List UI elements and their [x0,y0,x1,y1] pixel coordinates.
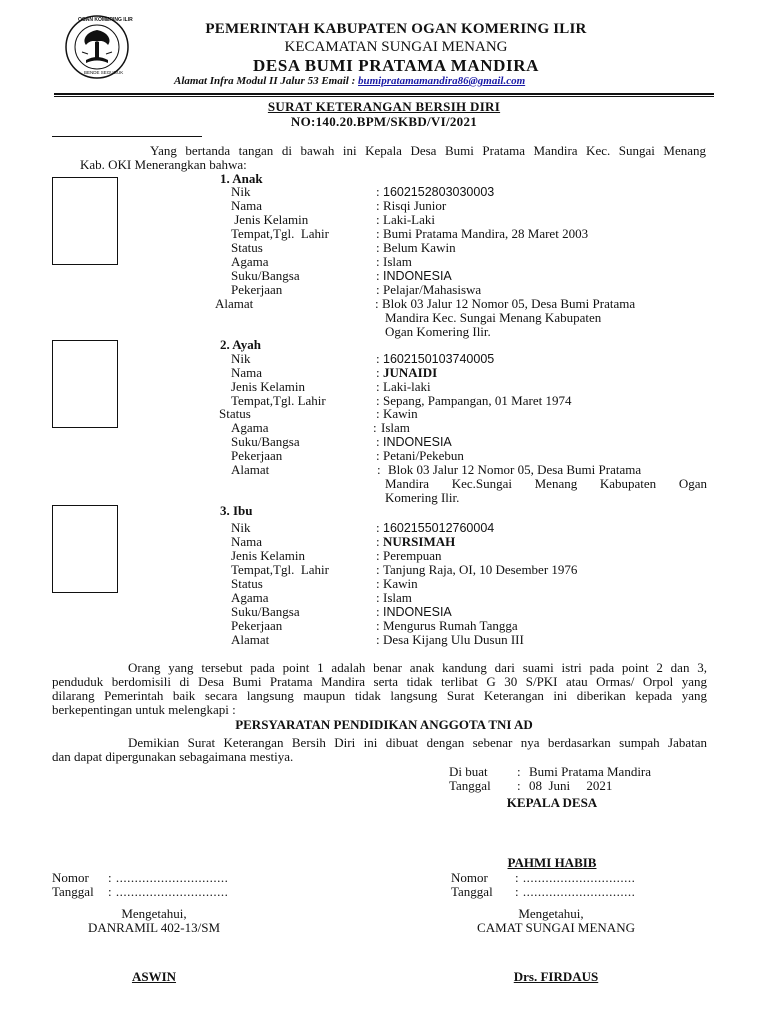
left-nomor-row [52,871,262,885]
ibu-value: Islam [383,590,412,605]
left-office: DANRAMIL 402-13/SM [87,920,221,935]
ayah-jk-label: Jenis Kelamin [231,379,306,394]
ayah-agama-value: Islam [381,420,410,435]
purpose-heading: PERSYARATAN PENDIDIKAN ANGGOTA TNI AD [235,717,533,732]
ibu-row [231,535,711,549]
photo-box-anak [52,177,118,265]
ayah-status-label: Status [219,406,251,421]
right-tanggal-value: : .............................. [515,884,636,899]
body-p1-line-3: dilarang Pemerintah baik secara langsung maupun tidak langsung Surat Keterangan ini diberikan kepada yang [52,688,707,703]
ibu-row [231,591,711,605]
left-signatory-name: ASWIN [131,969,177,984]
ayah-nama-label: Nama [231,365,263,380]
right-office: CAMAT SUNGAI MENANG [477,920,635,935]
anak-row [231,213,711,227]
intro-line-1: Yang bertanda tangan di bawah ini Kepala Desa Bumi Pratama Mandira Kec. Sungai Menang [150,143,706,158]
ibu-value: INDONESIA [383,605,452,619]
photo-box-ibu [52,505,118,593]
ayah-suku-row [231,435,711,449]
ayah-nik-label: Nik [231,351,251,366]
ayah-suku-colon: : [376,434,380,449]
ibu-label: Agama [231,590,269,605]
signature-name: PAHMI HABIB [507,855,597,870]
tanggal-row [449,779,623,793]
ibu-label: Nama [231,534,263,549]
right-mengetahui: Mengetahui, [518,906,584,921]
email-link[interactable]: bumipratamamandira86@gmail.com [358,75,526,87]
ayah-nik-row [231,352,711,366]
header-address [174,74,525,88]
ibu-label: Jenis Kelamin [231,548,306,563]
ibu-value: Desa Kijang Ulu Dusun III [383,632,524,647]
anak-alamat-row [215,297,715,311]
header-line-2: KECAMATAN SUNGAI MENANG [284,39,508,55]
anak-row [231,283,711,297]
body-p1-line-4: berkepentingan untuk melengkapi : [52,702,236,717]
ibu-colon: : [376,632,380,647]
ibu-value: NURSIMAH [383,534,456,549]
ibu-label: Alamat [231,632,270,647]
tanggal-label: Tanggal [449,778,491,793]
ibu-value: 1602155012760004 [383,521,495,535]
anak-row [231,185,711,199]
signature-position: KEPALA DESA [506,795,598,810]
anak-row [231,199,711,213]
ayah-alamat-row [231,463,711,477]
anak-colon: : [376,226,380,241]
ibu-row [231,521,711,535]
ayah-jk-colon: : [376,379,380,394]
ayah-pekerjaan-label: Pekerjaan [231,448,283,463]
ayah-ttl-label: Tempat,Tgl. Lahir [231,393,326,408]
section-heading-ayah: 2. Ayah [220,337,261,352]
right-nomor-row [451,871,661,885]
anak-label: Pekerjaan [231,282,283,297]
ayah-nama-row [231,366,711,380]
dibuat-colon: : [517,764,521,779]
anak-label: Agama [231,254,269,269]
anak-label: Nik [231,184,251,199]
left-tanggal-row [52,885,250,899]
anak-row [231,227,711,241]
ibu-label: Nik [231,520,251,535]
ibu-row [231,563,711,577]
body-p1-line-2: penduduk berdomisili di Desa Bumi Pratama Mandira serta tidak terlibat G 30 S/PKI atau Ormas/ Orpol yang [52,674,707,689]
ayah-alamat-line-1: Blok 03 Jalur 12 Nomor 05, Desa Bumi Pratama [388,462,642,477]
ibu-colon: : [376,520,380,535]
left-tanggal-label: Tanggal [52,884,94,899]
left-mengetahui: Mengetahui, [121,906,187,921]
anak-alamat-line-1: Blok 03 Jalur 12 Nomor 05, Desa Bumi Pratama [382,296,636,311]
intro-line-2: Kab. OKI Menerangkan bahwa: [80,157,247,172]
anak-value: Risqi Junior [383,198,447,213]
ibu-row [231,577,711,591]
photo-box-ayah [52,340,118,428]
dibuat-label: Di buat [449,764,488,779]
anak-label: Nama [231,198,263,213]
header-divider-thin [54,96,714,97]
body-p2-line-2: dan dapat dipergunakan sebagaimana mestiya. [52,749,294,764]
anak-value: Islam [383,254,412,269]
ayah-nama-value: JUNAIDI [383,365,438,380]
ayah-agama-colon: : [373,420,377,435]
anak-row [231,269,711,283]
anak-row [231,241,711,255]
ibu-colon: : [376,562,380,577]
ibu-colon: : [376,604,380,619]
ibu-colon: : [376,590,380,605]
left-nomor-label: Nomor [52,870,89,885]
dibuat-row [449,765,709,779]
ayah-status-colon: : [376,406,380,421]
ayah-pekerjaan-row [231,449,711,463]
anak-alamat-line-2: Mandira Kec. Sungai Menang Kabupaten [385,310,602,325]
anak-row [231,255,711,269]
ayah-jk-row [231,380,711,394]
header-divider-thick [54,93,714,95]
ayah-suku-label: Suku/Bangsa [231,434,300,449]
ayah-ttl-row [231,394,711,408]
right-tanggal-row [451,885,657,899]
anak-colon: : [376,282,380,297]
ibu-row [231,619,711,633]
anak-label: Tempat,Tgl. Lahir [231,226,330,241]
anak-colon: : [376,212,380,227]
header-line-3: DESA BUMI PRATAMA MANDIRA [253,56,539,75]
anak-alamat-colon: : [375,296,379,311]
ibu-value: Tanjung Raja, OI, 10 Desember 1976 [383,562,578,577]
ayah-nama-colon: : [376,365,380,380]
letter-title: SURAT KETERANGAN BERSIH DIRI [267,99,501,114]
body-p2-line-1: Demikian Surat Keterangan Bersih Diri ini dibuat dengan sebenar nya berdasarkan sumpah Jabatan [128,735,707,750]
ayah-alamat-label: Alamat [231,462,270,477]
anak-colon: : [376,254,380,269]
anak-value: Laki-Laki [383,212,435,227]
ayah-status-row [219,407,711,421]
section-heading-ibu: 3. Ibu [220,503,253,518]
anak-label: Jenis Kelamin [231,212,309,227]
ayah-alamat-line-2: Mandira Kec.Sungai Menang Kabupaten Ogan [385,476,707,491]
ayah-alamat-colon: : [377,462,381,477]
section-heading-anak: 1. Anak [220,171,263,186]
letter-number: NO:140.20.BPM/SKBD/VI/2021 [290,114,478,129]
right-signatory-name: Drs. FIRDAUS [513,969,599,984]
anak-value: Pelajar/Mahasiswa [383,282,482,297]
left-nomor-value: : .............................. [108,870,229,885]
anak-alamat-label: Alamat [215,296,254,311]
anak-alamat-line-3: Ogan Komering Ilir. [385,324,491,339]
ibu-row [231,633,711,647]
ibu-label: Status [231,576,263,591]
ayah-agama-label: Agama [231,420,269,435]
ayah-alamat-line-3: Komering Ilir. [385,490,460,505]
logo-text-top: OGAN KOMERING ILIR [78,17,133,23]
ibu-colon: : [376,618,380,633]
address-text: Alamat Infra Modul II Jalur 53 Email : [174,75,358,87]
ibu-colon: : [376,576,380,591]
ibu-label: Suku/Bangsa [231,604,300,619]
anak-colon: : [376,268,380,283]
ibu-colon: : [376,534,380,549]
ibu-label: Pekerjaan [231,618,283,633]
ibu-row [231,605,711,619]
dibuat-value: Bumi Pratama Mandira [529,764,652,779]
anak-colon: : [376,240,380,255]
ayah-pekerjaan-value: Petani/Pekebun [383,448,464,463]
anak-value: Belum Kawin [383,240,456,255]
right-nomor-label: Nomor [451,870,488,885]
body-p1-line-1: Orang yang tersebut pada point 1 adalah benar anak kandung dari suami istri pada point 2 dan 3, [128,660,707,675]
ayah-suku-value: INDONESIA [383,435,452,449]
ayah-status-value: Kawin [383,406,418,421]
ibu-label: Tempat,Tgl. Lahir [231,562,330,577]
header-line-1: PEMERINTAH KABUPATEN OGAN KOMERING ILIR [205,21,587,37]
tanggal-colon: : [517,778,521,793]
ibu-value: Kawin [383,576,418,591]
ibu-colon: : [376,548,380,563]
ayah-ttl-value: Sepang, Pampangan, 01 Maret 1974 [383,393,572,408]
ayah-pekerjaan-colon: : [376,448,380,463]
right-tanggal-label: Tanggal [451,884,493,899]
logo-text-bottom: BENDE SEGUGUK [84,70,124,75]
ayah-agama-row [231,421,711,435]
divider-line [52,136,202,137]
tanggal-value: 08 Juni 2021 [529,778,613,793]
ayah-nik-value: 1602150103740005 [383,352,495,366]
ayah-nik-colon: : [376,351,380,366]
ibu-row [231,549,711,563]
anak-value: INDONESIA [383,269,452,283]
ayah-jk-value: Laki-laki [383,379,431,394]
anak-colon: : [376,184,380,199]
right-nomor-value: : .............................. [515,870,636,885]
anak-value: 1602152803030003 [383,185,495,199]
left-tanggal-value: : .............................. [108,884,229,899]
anak-label: Suku/Bangsa [231,268,300,283]
anak-value: Bumi Pratama Mandira, 28 Maret 2003 [383,226,589,241]
ibu-value: Perempuan [383,548,442,563]
anak-colon: : [376,198,380,213]
ayah-ttl-colon: : [376,393,380,408]
ibu-value: Mengurus Rumah Tangga [383,618,518,633]
anak-label: Status [231,240,263,255]
